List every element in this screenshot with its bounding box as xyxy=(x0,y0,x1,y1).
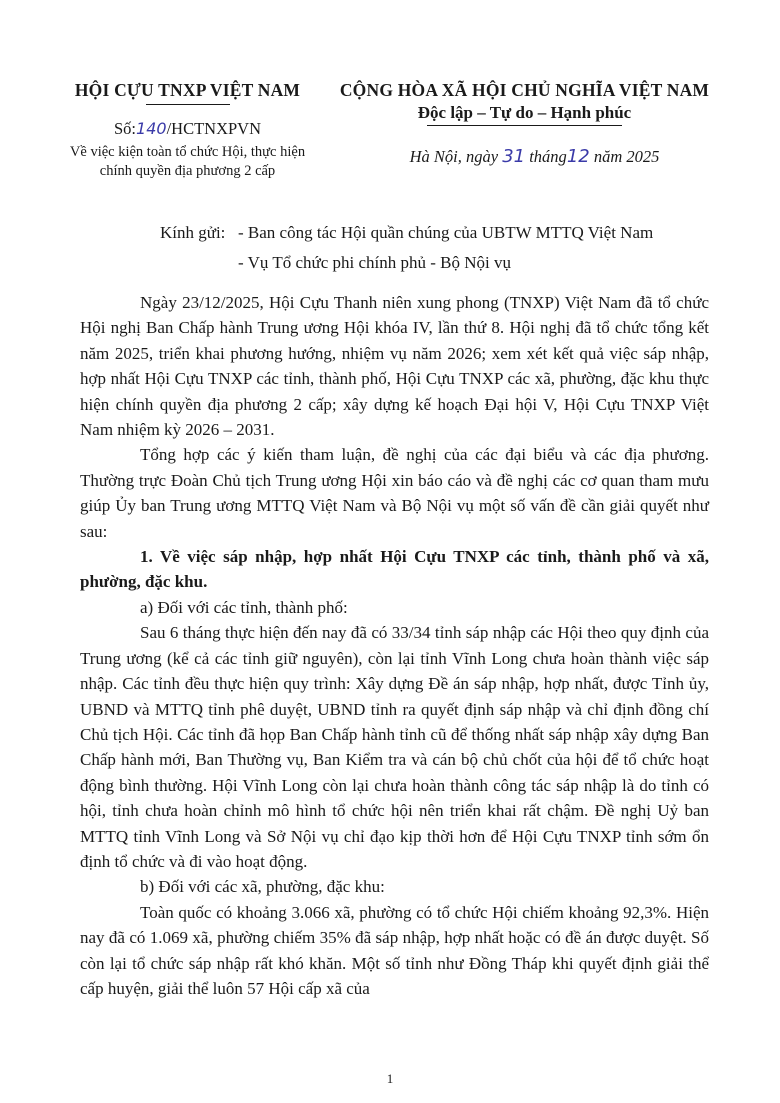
recipients-block xyxy=(160,218,654,272)
doc-number-suffix: /HCTNXPVN xyxy=(166,119,261,138)
date-month-label: tháng xyxy=(525,147,567,166)
date-year: năm 2025 xyxy=(589,147,660,166)
body-paragraph: Toàn quốc có khoảng 3.066 xã, phường có tổ chức Hội chiếm khoảng 92,3%. Hiện nay đã có 1.069 xã, phường chiếm 35% đã sáp nhập, hợp nhất hoặc có đề án được duyệt. Số còn lại tổ chức sáp nhập rất khó khăn. Một số tỉnh như Đồng Tháp khi quyết định giải thể cấp huyện, giải thể luôn 57 Hội cấp xã của xyxy=(80,902,709,998)
date-month: 12 xyxy=(566,146,590,167)
header-right xyxy=(322,80,727,167)
recipient-item: - Vụ Tổ chức phi chính phủ - Bộ Nội vụ xyxy=(238,253,512,272)
section-heading: 1. Về việc sáp nhập, hợp nhất Hội Cựu TNXP các tỉnh, thành phố và xã, phường, đặc khu. xyxy=(80,547,709,592)
doc-number xyxy=(55,119,320,139)
document-body xyxy=(80,290,709,1001)
body-paragraph: Sau 6 tháng thực hiện đến nay đã có 33/34 tỉnh sáp nhập các Hội theo quy định của Trung ương (kể cả các tỉnh giữ nguyên), còn lại tỉnh Vĩnh Long chưa hoàn thành việc sáp nhập. Các tỉnh đều thực hiện quy trình: Xây dựng Đề án sáp nhập, hợp nhất, được Tỉnh ủy, UBND và MTTQ tỉnh phê duyệt, UBND tỉnh ra quyết định sáp nhập và chỉ định đồng chí Chủ tịch Hội. Các tỉnh đã họp Ban Chấp hành tỉnh cũ để thống nhất sáp nhập xây dựng Ban Chấp hành mới, Ban Thường vụ, Ban Kiểm tra và cán bộ chủ chốt của hội để tổ chức hoạt động bình thường. Hội Vĩnh Long còn lại chưa hoàn thành công tác sáp nhập là do tỉnh có hội, tỉnh chưa hoàn chỉnh mô hình tổ chức hội nên triển khai rất chậm. Đề nghị Uỷ ban MTTQ tỉnh Vĩnh Long và Sở Nội vụ chỉ đạo kịp thời hơn để Hội Cựu TNXP tỉnh sớm ổn định tổ chức và đi vào hoạt động. xyxy=(80,623,709,871)
national-motto: Độc lập – Tự do – Hạnh phúc xyxy=(417,103,632,122)
body-paragraph: Ngày 23/12/2025, Hội Cựu Thanh niên xung phong (TNXP) Việt Nam đã tổ chức Hội nghị Ban Chấp hành Trung ương Hội khóa IV, lần thứ 8. Hội nghị đã tổ chức tổng kết năm 2025, triển khai phương hướng, nhiệm vụ năm 2026; xem xét kết quả việc sáp nhập, hợp nhất Hội Cựu TNXP các tỉnh, thành phố, Hội Cựu TNXP các xã, phường, đặc khu thực hiện chính quyền địa phương 2 cấp; xây dựng kế hoạch Đại hội V, Hội Cựu TNXP Việt Nam nhiệm kỳ 2026 – 2031. xyxy=(80,293,709,440)
org-name: HỘI CỰU TNXP VIỆT NAM xyxy=(74,80,301,100)
motto-underline xyxy=(427,125,622,126)
nation-title: CỘNG HÒA XÃ HỘI CHỦ NGHĨA VIỆT NAM xyxy=(339,80,710,100)
recipients-label: Kính gửi: xyxy=(160,223,226,242)
date-day: 31 xyxy=(502,146,526,167)
recipient-item: - Ban công tác Hội quần chúng của UBTW MTTQ Việt Nam xyxy=(238,223,654,242)
org-underline xyxy=(146,104,230,105)
doc-number-label: Số: xyxy=(114,119,137,138)
body-paragraph: a) Đối với các tỉnh, thành phố: xyxy=(140,597,348,617)
doc-number-handwritten: 140 xyxy=(136,119,167,138)
date-prefix: Hà Nội, ngày xyxy=(409,147,503,166)
dateline xyxy=(322,146,727,167)
page-number: 1 xyxy=(386,1071,394,1086)
header-left xyxy=(55,80,320,181)
doc-subject: Về việc kiện toàn tổ chức Hội, thực hiện chính quyền địa phương 2 cấp xyxy=(69,144,306,179)
body-paragraph: Tổng hợp các ý kiến tham luận, đề nghị của các đại biểu và các địa phương. Thường trực Đoàn Chủ tịch Trung ương Hội xin báo cáo và đề nghị các cơ quan tham mưu giúp Ủy ban Trung ương MTTQ Việt Nam và Bộ Nội vụ một số vấn đề cần giải quyết như sau: xyxy=(80,445,709,541)
body-paragraph: b) Đối với các xã, phường, đặc khu: xyxy=(140,877,385,897)
